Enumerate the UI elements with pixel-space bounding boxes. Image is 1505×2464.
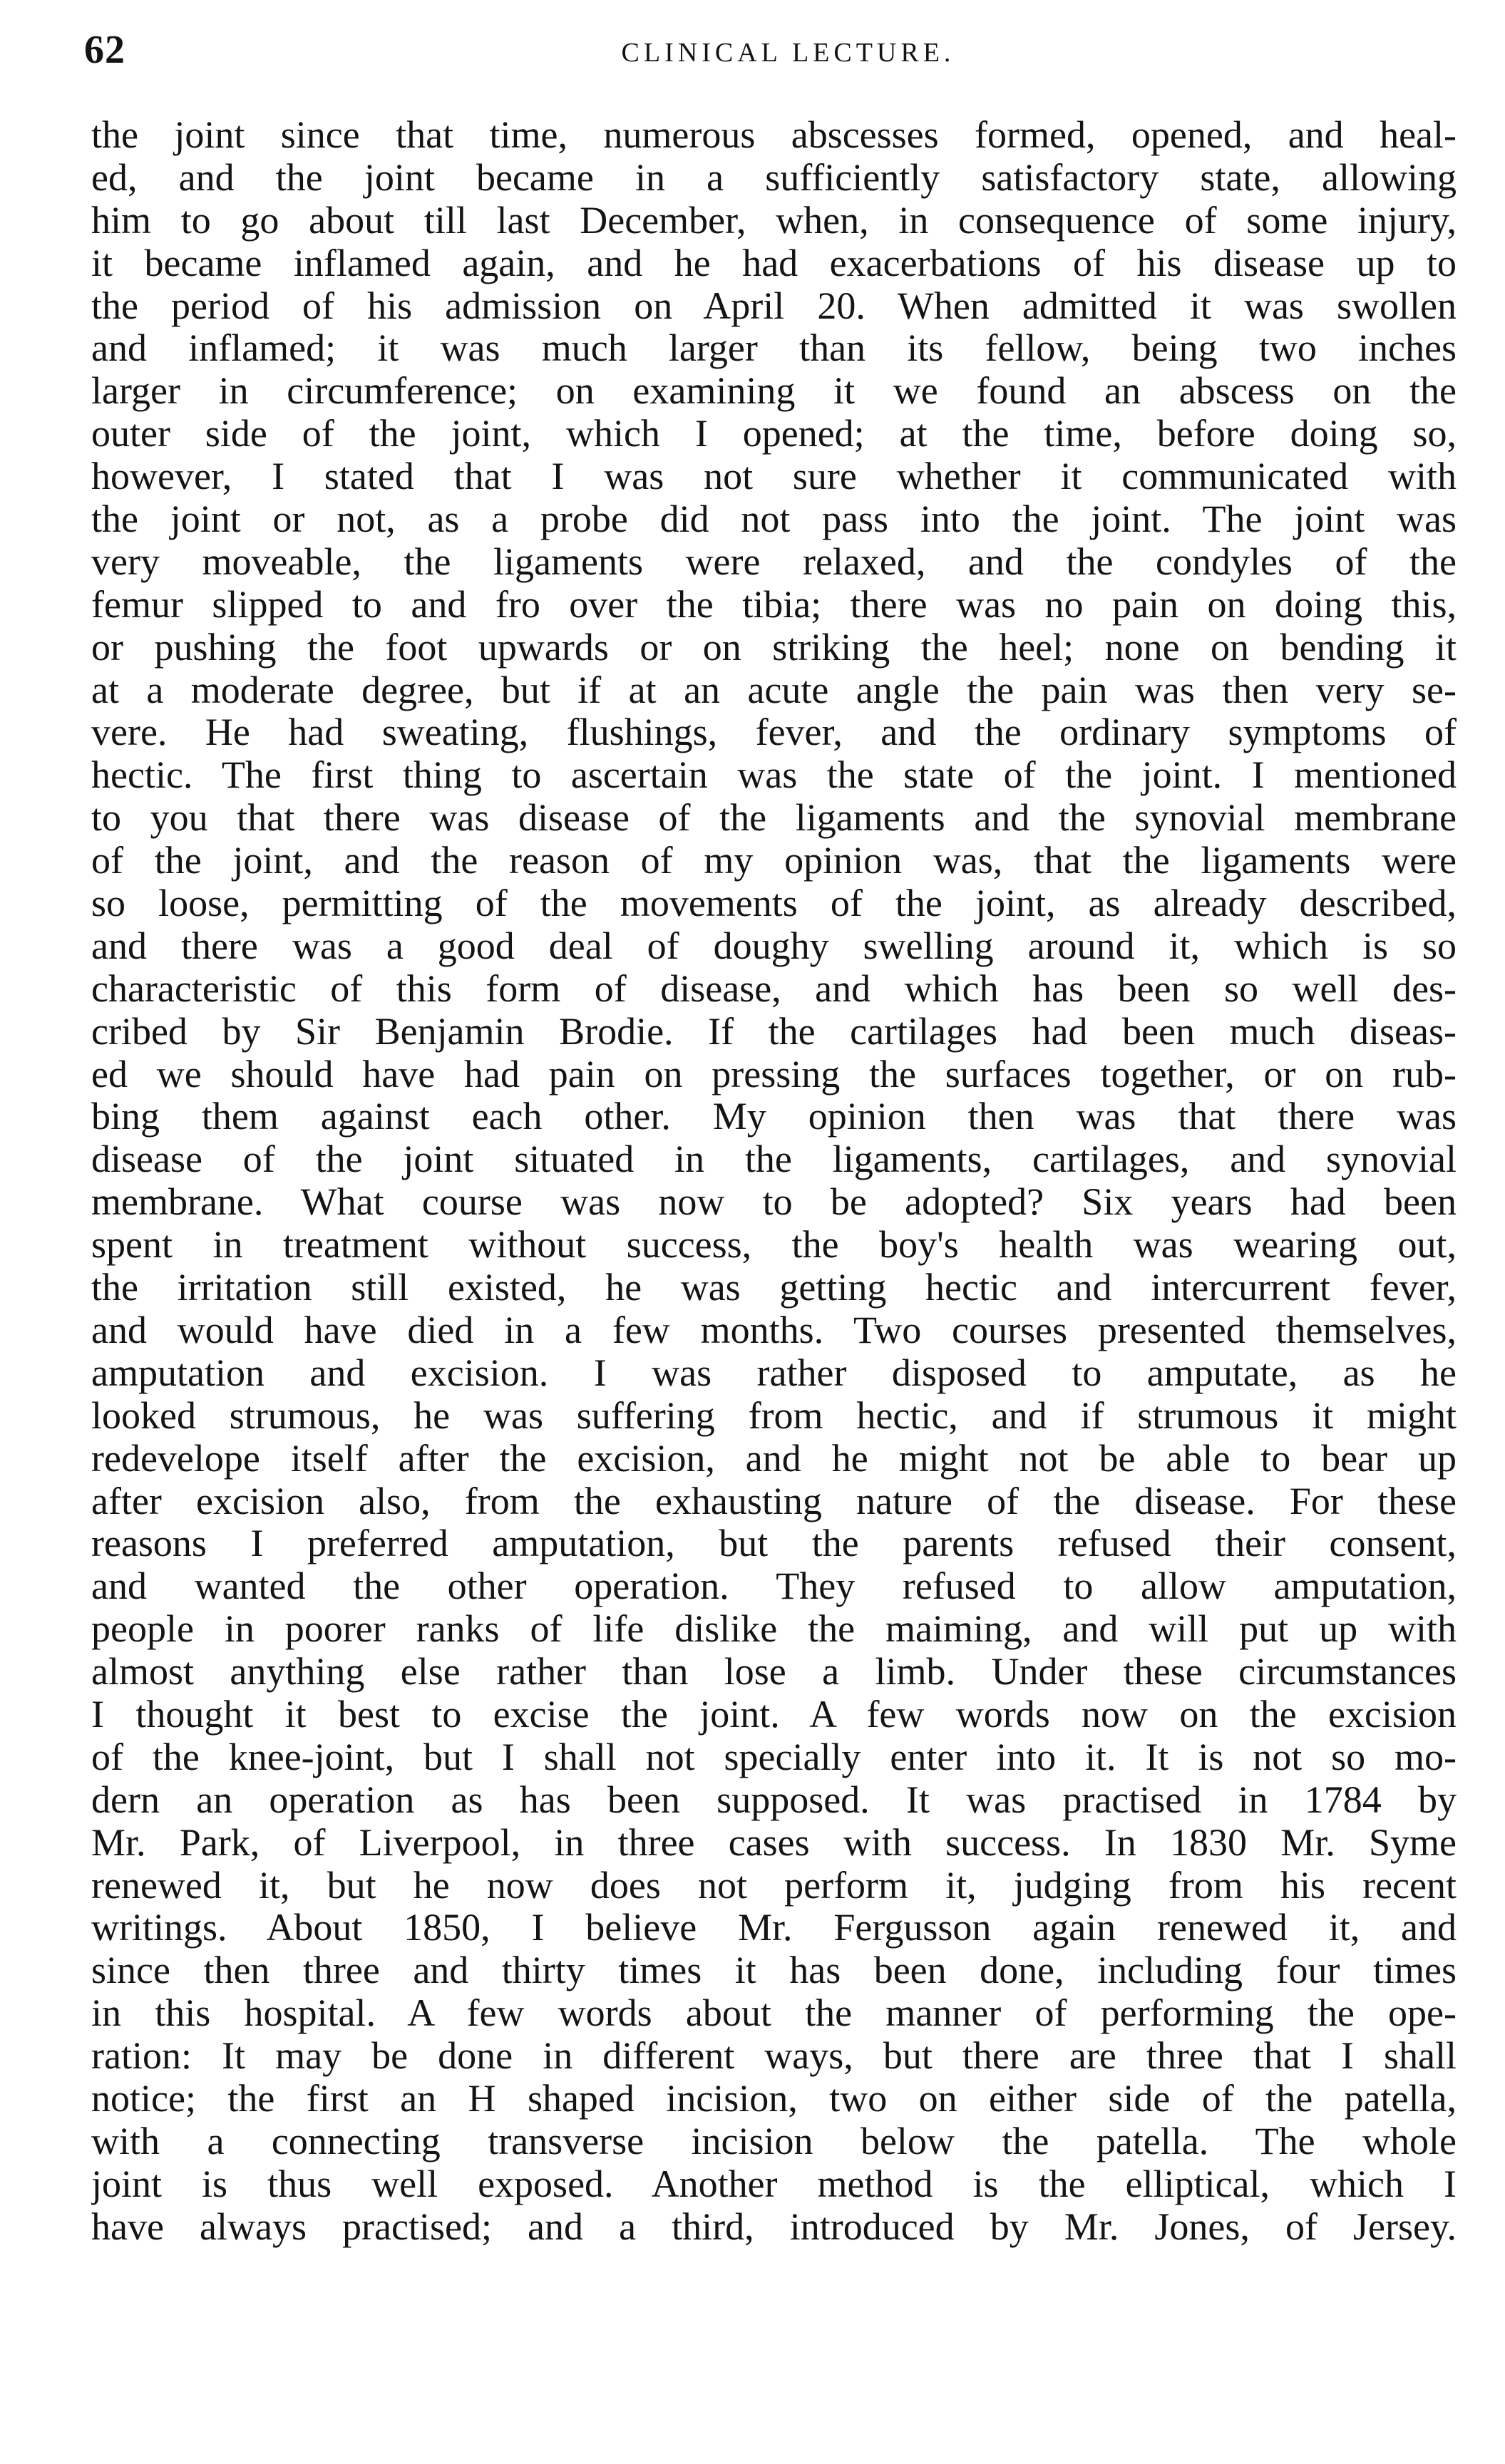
text-line: reasons I preferred amputation, but the parents refused their consent,	[91, 1522, 1457, 1565]
text-line: however, I stated that I was not sure whether it communicated with	[91, 455, 1457, 498]
text-line: bing them against each other. My opinion then was that there was	[91, 1096, 1457, 1138]
text-line: or pushing the foot upwards or on striking the heel; none on bending it	[91, 626, 1457, 669]
text-line: ed we should have had pain on pressing the surfaces together, or on rub-	[91, 1053, 1457, 1096]
text-line: have always practised; and a third, introduced by Mr. Jones, of Jersey.	[91, 2205, 1457, 2248]
text-line: very moveable, the ligaments were relaxed, and the condyles of the	[91, 540, 1457, 583]
text-line: and inflamed; it was much larger than its fellow, being two inches	[91, 327, 1457, 370]
text-line: after excision also, from the exhausting nature of the disease. For these	[91, 1480, 1457, 1522]
text-line: of the joint, and the reason of my opinion was, that the ligaments were	[91, 840, 1457, 882]
text-line: the joint since that time, numerous abscesses formed, opened, and heal-	[91, 114, 1457, 156]
text-line: renewed it, but he now does not perform it, judging from his recent	[91, 1864, 1457, 1907]
text-line: looked strumous, he was suffering from hectic, and if strumous it might	[91, 1394, 1457, 1437]
text-line: so loose, permitting of the movements of the joint, as already described,	[91, 882, 1457, 925]
text-line: writings. About 1850, I believe Mr. Fergusson again renewed it, and	[91, 1907, 1457, 1949]
text-line: almost anything else rather than lose a limb. Under these circumstances	[91, 1651, 1457, 1694]
body-text	[91, 114, 1457, 2249]
text-line: the period of his admission on April 20. When admitted it was swollen	[91, 284, 1457, 327]
text-line: at a moderate degree, but if at an acute angle the pain was then very se-	[91, 669, 1457, 711]
text-line: Mr. Park, of Liverpool, in three cases with success. In 1830 Mr. Syme	[91, 1821, 1457, 1864]
text-line: and wanted the other operation. They refused to allow amputation,	[91, 1565, 1457, 1608]
text-line: ration: It may be done in different ways, but there are three that I shall	[91, 2035, 1457, 2078]
text-line: the irritation still existed, he was getting hectic and intercurrent fever,	[91, 1267, 1457, 1309]
text-line: disease of the joint situated in the ligaments, cartilages, and synovial	[91, 1138, 1457, 1181]
text-line: cribed by Sir Benjamin Brodie. If the cartilages had been much diseas-	[91, 1010, 1457, 1053]
text-line: spent in treatment without success, the boy's health was wearing out,	[91, 1224, 1457, 1267]
text-line: and there was a good deal of doughy swelling around it, which is so	[91, 924, 1457, 967]
text-line: people in poorer ranks of life dislike the maiming, and will put up with	[91, 1608, 1457, 1651]
text-line: amputation and excision. I was rather disposed to amputate, as he	[91, 1351, 1457, 1394]
text-line: characteristic of this form of disease, and which has been so well des-	[91, 967, 1457, 1010]
text-line: dern an operation as has been supposed. It was practised in 1784 by	[91, 1778, 1457, 1821]
text-line: membrane. What course was now to be adopted? Six years had been	[91, 1181, 1457, 1224]
running-head	[78, 27, 1455, 84]
text-line: I thought it best to excise the joint. A few words now on the excision	[91, 1693, 1457, 1736]
text-line: larger in circumference; on examining it we found an abscess on the	[91, 370, 1457, 413]
text-line: to you that there was disease of the ligaments and the synovial membrane	[91, 797, 1457, 840]
page-number: 62	[84, 28, 125, 72]
text-line: and would have died in a few months. Two courses presented themselves,	[91, 1309, 1457, 1351]
text-line: it became inflamed again, and he had exacerbations of his disease up to	[91, 242, 1457, 284]
text-line: ed, and the joint became in a sufficiently satisfactory state, allowing	[91, 156, 1457, 199]
text-line: with a connecting transverse incision below the patella. The whole	[91, 2120, 1457, 2163]
text-line: hectic. The first thing to ascertain was the state of the joint. I mentioned	[91, 754, 1457, 797]
text-line: vere. He had sweating, flushings, fever, and the ordinary symptoms of	[91, 711, 1457, 754]
text-line: him to go about till last December, when, in consequence of some injury,	[91, 199, 1457, 242]
text-line: of the knee-joint, but I shall not specially enter into it. It is not so mo-	[91, 1736, 1457, 1778]
text-line: femur slipped to and fro over the tibia; there was no pain on doing this,	[91, 583, 1457, 626]
text-line: outer side of the joint, which I opened; at the time, before doing so,	[91, 413, 1457, 455]
running-title: CLINICAL LECTURE.	[621, 38, 955, 68]
text-line: the joint or not, as a probe did not pass into the joint. The joint was	[91, 498, 1457, 541]
text-line: redevelope itself after the excision, and he might not be able to bear up	[91, 1437, 1457, 1480]
text-line: since then three and thirty times it has been done, including four times	[91, 1949, 1457, 1992]
text-line: in this hospital. A few words about the manner of performing the ope-	[91, 1992, 1457, 2035]
text-line: notice; the first an H shaped incision, two on either side of the patella,	[91, 2077, 1457, 2120]
text-line: joint is thus well exposed. Another method is the elliptical, which I	[91, 2163, 1457, 2205]
